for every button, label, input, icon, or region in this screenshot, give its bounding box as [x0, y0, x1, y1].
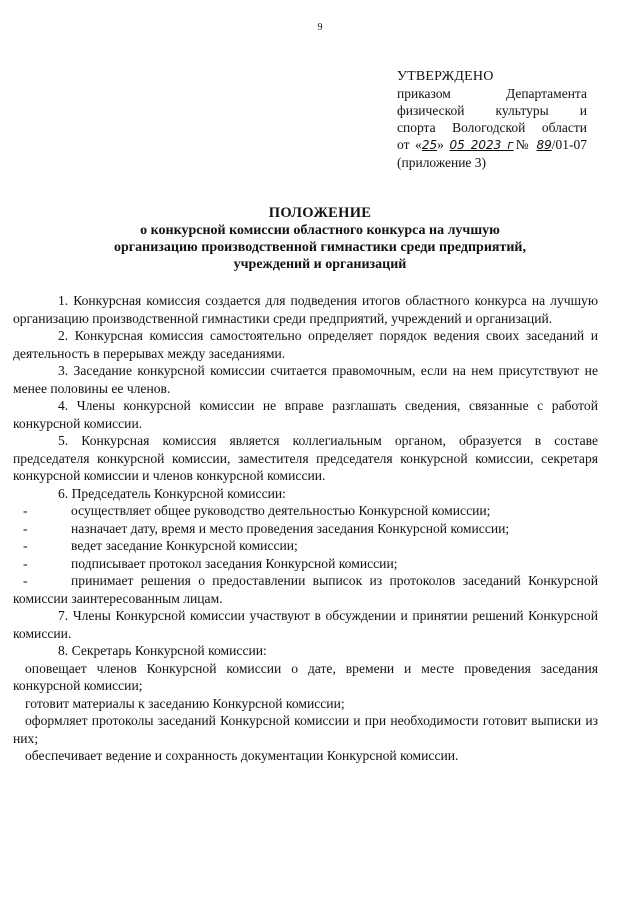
document-body	[13, 292, 598, 765]
heading-line-3: учреждений и организаций	[233, 257, 407, 272]
date-month-year-handwritten: 05 2023 г	[449, 138, 514, 152]
secretary-duty-4: обеспечивает ведение и сохранность документации Конкурсной комиссии.	[25, 748, 459, 763]
paragraph-3: 3. Заседание конкурсной комиссии считается правомочным, если на нем присутствуют не менее половины ее членов.	[13, 363, 598, 396]
chairman-duty-1: - осуществляет общее руководство деятельностью Конкурсной комиссии;	[13, 502, 598, 520]
number-prefix: №	[513, 137, 537, 152]
approval-body	[397, 85, 587, 171]
approval-appendix: (приложение 3)	[397, 155, 487, 170]
paragraph-4: 4. Члены конкурсной комиссии не вправе разглашать сведения, связанные с работой конкурсной комиссии.	[13, 398, 598, 431]
document-title: ПОЛОЖЕНИЕ	[268, 205, 372, 221]
dash-marker: -	[23, 573, 28, 588]
paragraph-5: 5. Конкурсная комиссия является коллегиальным органом, образуется в составе председателя конкурсной комиссии, заместителя председателя конкурсной комиссии, секретаря конкурсной комиссии и членов конкурсной комиссии.	[13, 433, 598, 483]
heading-line-2: организацию производственной гимнастики среди предприятий,	[114, 240, 526, 255]
page-number: 9	[317, 22, 323, 33]
paragraph-7: 7. Члены Конкурсной комиссии участвуют в обсуждении и принятии решений Конкурсной комиссии.	[13, 608, 598, 641]
date-mid: »	[437, 137, 450, 152]
dash-marker: -	[23, 503, 28, 518]
paragraph-2: 2. Конкурсная комиссия самостоятельно определяет порядок ведения своих заседаний и деятельность в перерывах между заседаниями.	[13, 328, 598, 361]
number-suffix: /01-07	[551, 137, 587, 152]
secretary-duty-1: оповещает членов Конкурсной комиссии о дате, времени и месте проведения заседания конкурсной комиссии;	[13, 660, 598, 693]
date-day-handwritten: 25	[421, 138, 438, 152]
approval-line-2: физической культуры и	[397, 103, 587, 118]
approval-title: УТВЕРЖДЕНО	[397, 69, 494, 84]
paragraph-8: 8. Секретарь Конкурсной комиссии:	[58, 643, 267, 658]
dash-marker: -	[23, 538, 28, 553]
paragraph-6: 6. Председатель Конкурсной комиссии:	[58, 485, 286, 501]
secretary-duty-2: готовит материалы к заседанию Конкурсной комиссии;	[25, 695, 345, 711]
chairman-duty-2: - назначает дату, время и место проведения заседания Конкурсной комиссии;	[13, 520, 598, 538]
dash-marker: -	[23, 555, 28, 571]
order-number-handwritten: 89	[536, 138, 552, 152]
document-heading	[40, 205, 600, 273]
approval-date-line	[397, 136, 587, 154]
approval-block	[397, 68, 587, 171]
chairman-duty-5: - принимает решения о предоставлении выписок из протоколов заседаний Конкурсной комиссии заинтересованным лицам.	[13, 573, 598, 606]
secretary-duty-3: оформляет протоколы заседаний Конкурсной комиссии и при необходимости готовит выписки из них;	[13, 713, 598, 746]
dash-marker: -	[23, 520, 28, 536]
paragraph-1: 1. Конкурсная комиссия создается для подведения итогов областного конкурса на лучшую организацию производственной гимнастики среди предприятий, учреждений и организаций.	[13, 293, 598, 326]
heading-line-1: о конкурсной комиссии областного конкурса на лучшую	[140, 223, 500, 238]
approval-line-3: спорта Вологодской области	[397, 120, 587, 135]
approval-line-1: приказом Департамента	[397, 86, 587, 101]
date-prefix: от «	[397, 137, 422, 152]
chairman-duty-4: - подписывает протокол заседания Конкурсной комиссии;	[13, 555, 598, 573]
chairman-duty-3: - ведет заседание Конкурсной комиссии;	[13, 537, 598, 555]
